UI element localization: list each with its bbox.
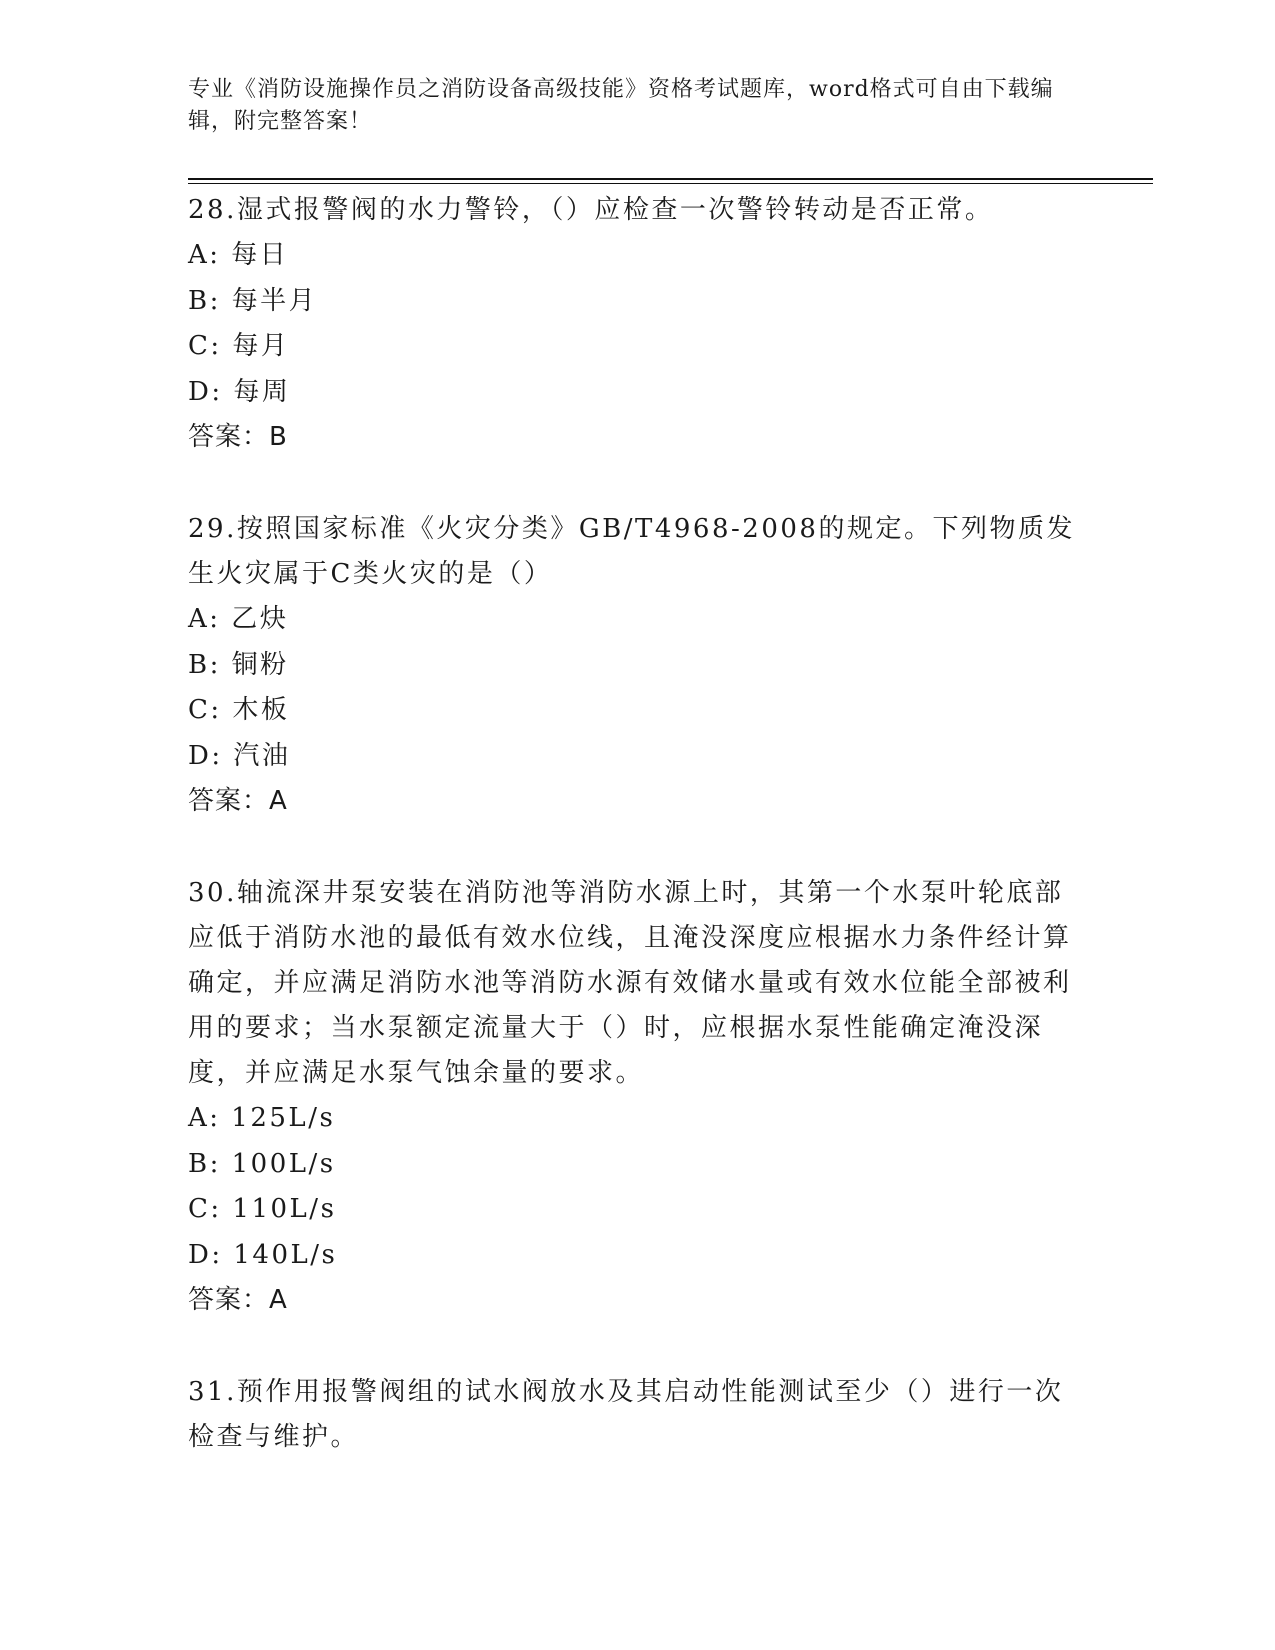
question-29 [188,507,1088,824]
answer-line: 答案：A [188,786,288,816]
question-28 [188,188,1088,460]
answer-line: 答案：A [188,1285,288,1315]
option-a: A: 乙炔 [188,604,289,634]
question-30 [188,871,1088,1323]
document-header-intro: 专业《消防设施操作员之消防设备高级技能》资格考试题库，word格式可自由下载编辑，附完整答案！ [188,77,1054,134]
option-b: B: 100L/s [188,1148,336,1179]
question-stem: 31.预作用报警阀组的试水阀放水及其启动性能测试至少（）进行一次检查与维护。 [188,1377,1064,1452]
question-31 [188,1370,1088,1460]
answer-line: 答案：B [188,422,288,452]
question-spacer [188,1323,1088,1370]
question-stem: 28.湿式报警阀的水力警铃，（）应检查一次警铃转动是否正常。 [188,195,994,225]
option-c: C: 木板 [188,695,290,725]
option-d: D: 140L/s [188,1239,338,1270]
option-d: D: 汽油 [188,740,291,771]
option-c: C: 110L/s [188,1194,337,1224]
header-divider-thin [188,183,1153,184]
question-stem: 29.按照国家标准《火灾分类》GB/T4968-2008的规定。下列物质发生火灾属于C类火灾的是（） [188,514,1075,589]
option-b: B: 铜粉 [188,649,289,680]
question-stem: 30.轴流深井泵安装在消防池等消防水源上时，其第一个水泵叶轮底部应低于消防水池的最低有效水位线，且淹没深度应根据水力条件经计算确定，并应满足消防水池等消防水源有效储水量或有效水位能全部被利用的要求；当水泵额定流量大于（）时，应根据水泵性能确定淹没深度，并应满足水泵气蚀余量的要求。 [188,878,1072,1088]
question-spacer [188,824,1088,871]
option-a: A: 每日 [188,240,289,270]
option-b: B: 每半月 [188,285,318,316]
question-spacer [188,460,1088,507]
option-c: C: 每月 [188,331,290,361]
header-divider-thick [188,178,1153,180]
question-list [188,188,1088,1460]
option-d: D: 每周 [188,376,291,407]
option-a: A: 125L/s [188,1103,336,1133]
